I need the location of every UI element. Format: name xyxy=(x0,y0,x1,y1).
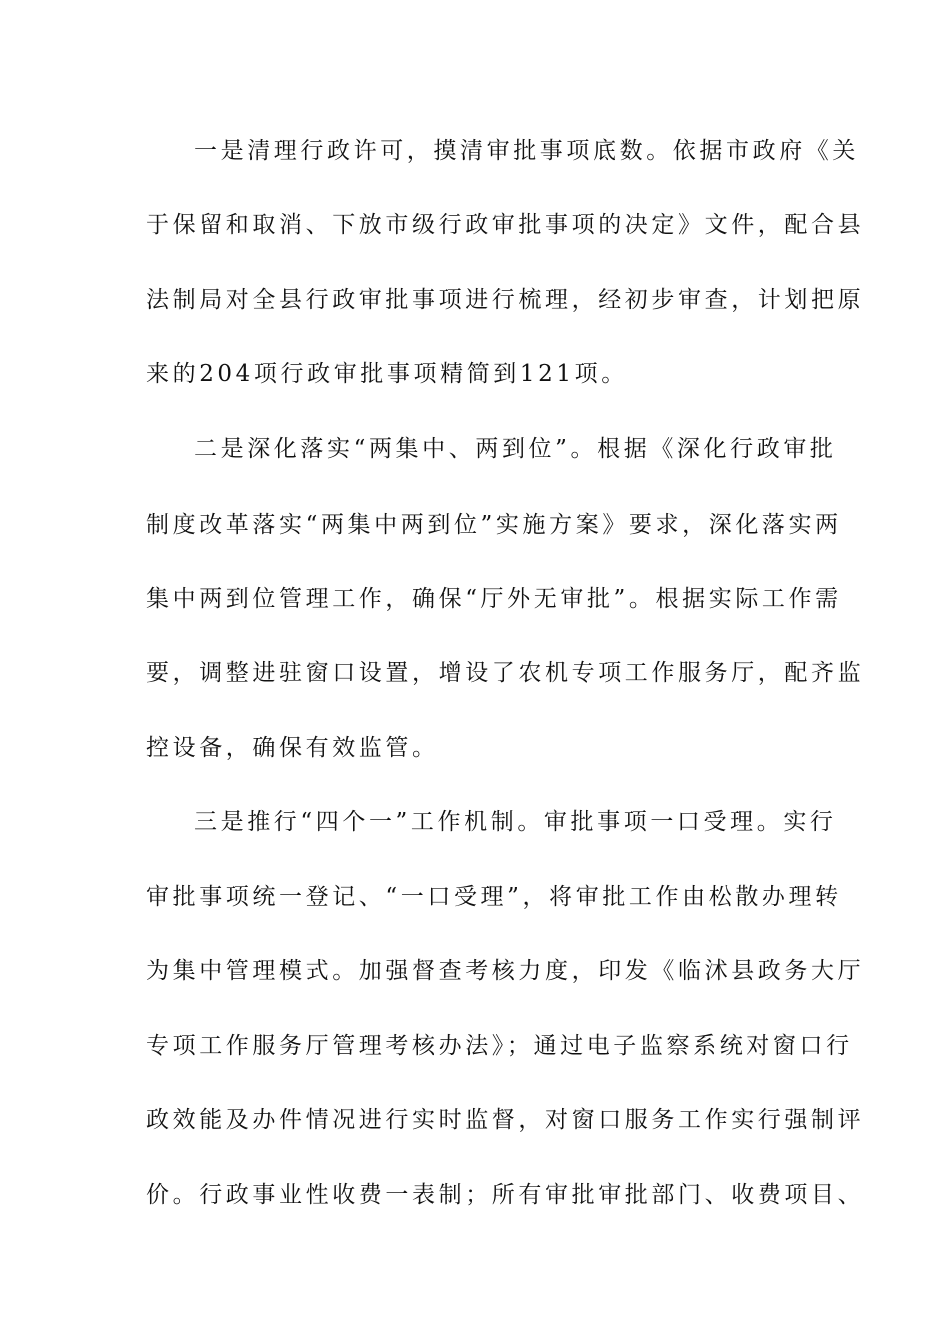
paragraph-2-line-1: 二是深化落实“两集中、两到位”。根据《深化行政审批 xyxy=(194,436,837,462)
paragraph-1-line-2: 于保留和取消、下放市级行政审批事项的决定》文件，配合县 xyxy=(146,212,865,238)
paragraph-3-line-2: 审批事项统一登记、“一口受理”，将审批工作由松散办理转 xyxy=(146,884,842,910)
paragraph-1-line-3: 法制局对全县行政审批事项进行梳理，经初步审查，计划把原 xyxy=(146,287,865,313)
paragraph-3-line-1: 三是推行“四个一”工作机制。审批事项一口受理。实行 xyxy=(194,809,837,835)
paragraph-1-line-4: 来的204项行政审批事项精简到121项。 xyxy=(146,361,628,387)
paragraph-2-line-4: 要，调整进驻窗口设置，增设了农机专项工作服务厅，配齐监 xyxy=(146,660,865,686)
paragraph-2-line-3: 集中两到位管理工作，确保“厅外无审批”。根据实际工作需 xyxy=(146,586,842,612)
paragraph-3-line-5: 政效能及办件情况进行实时监督，对窗口服务工作实行强制评 xyxy=(146,1107,865,1133)
paragraph-3-line-4: 专项工作服务厅管理考核办法》；通过电子监察系统对窗口行 xyxy=(146,1033,853,1059)
paragraph-2-line-5: 控设备，确保有效监管。 xyxy=(146,735,439,761)
paragraph-1-line-1: 一是清理行政许可，摸清审批事项底数。依据市政府《关 xyxy=(194,138,859,164)
paragraph-3-line-6: 价。行政事业性收费一表制；所有审批审批部门、收费项目、 xyxy=(146,1182,865,1208)
paragraph-2-line-2: 制度改革落实“两集中两到位”实施方案》要求，深化落实两 xyxy=(146,512,842,538)
paragraph-3-line-3: 为集中管理模式。加强督查考核力度，印发《临沭县政务大厅 xyxy=(146,958,865,984)
